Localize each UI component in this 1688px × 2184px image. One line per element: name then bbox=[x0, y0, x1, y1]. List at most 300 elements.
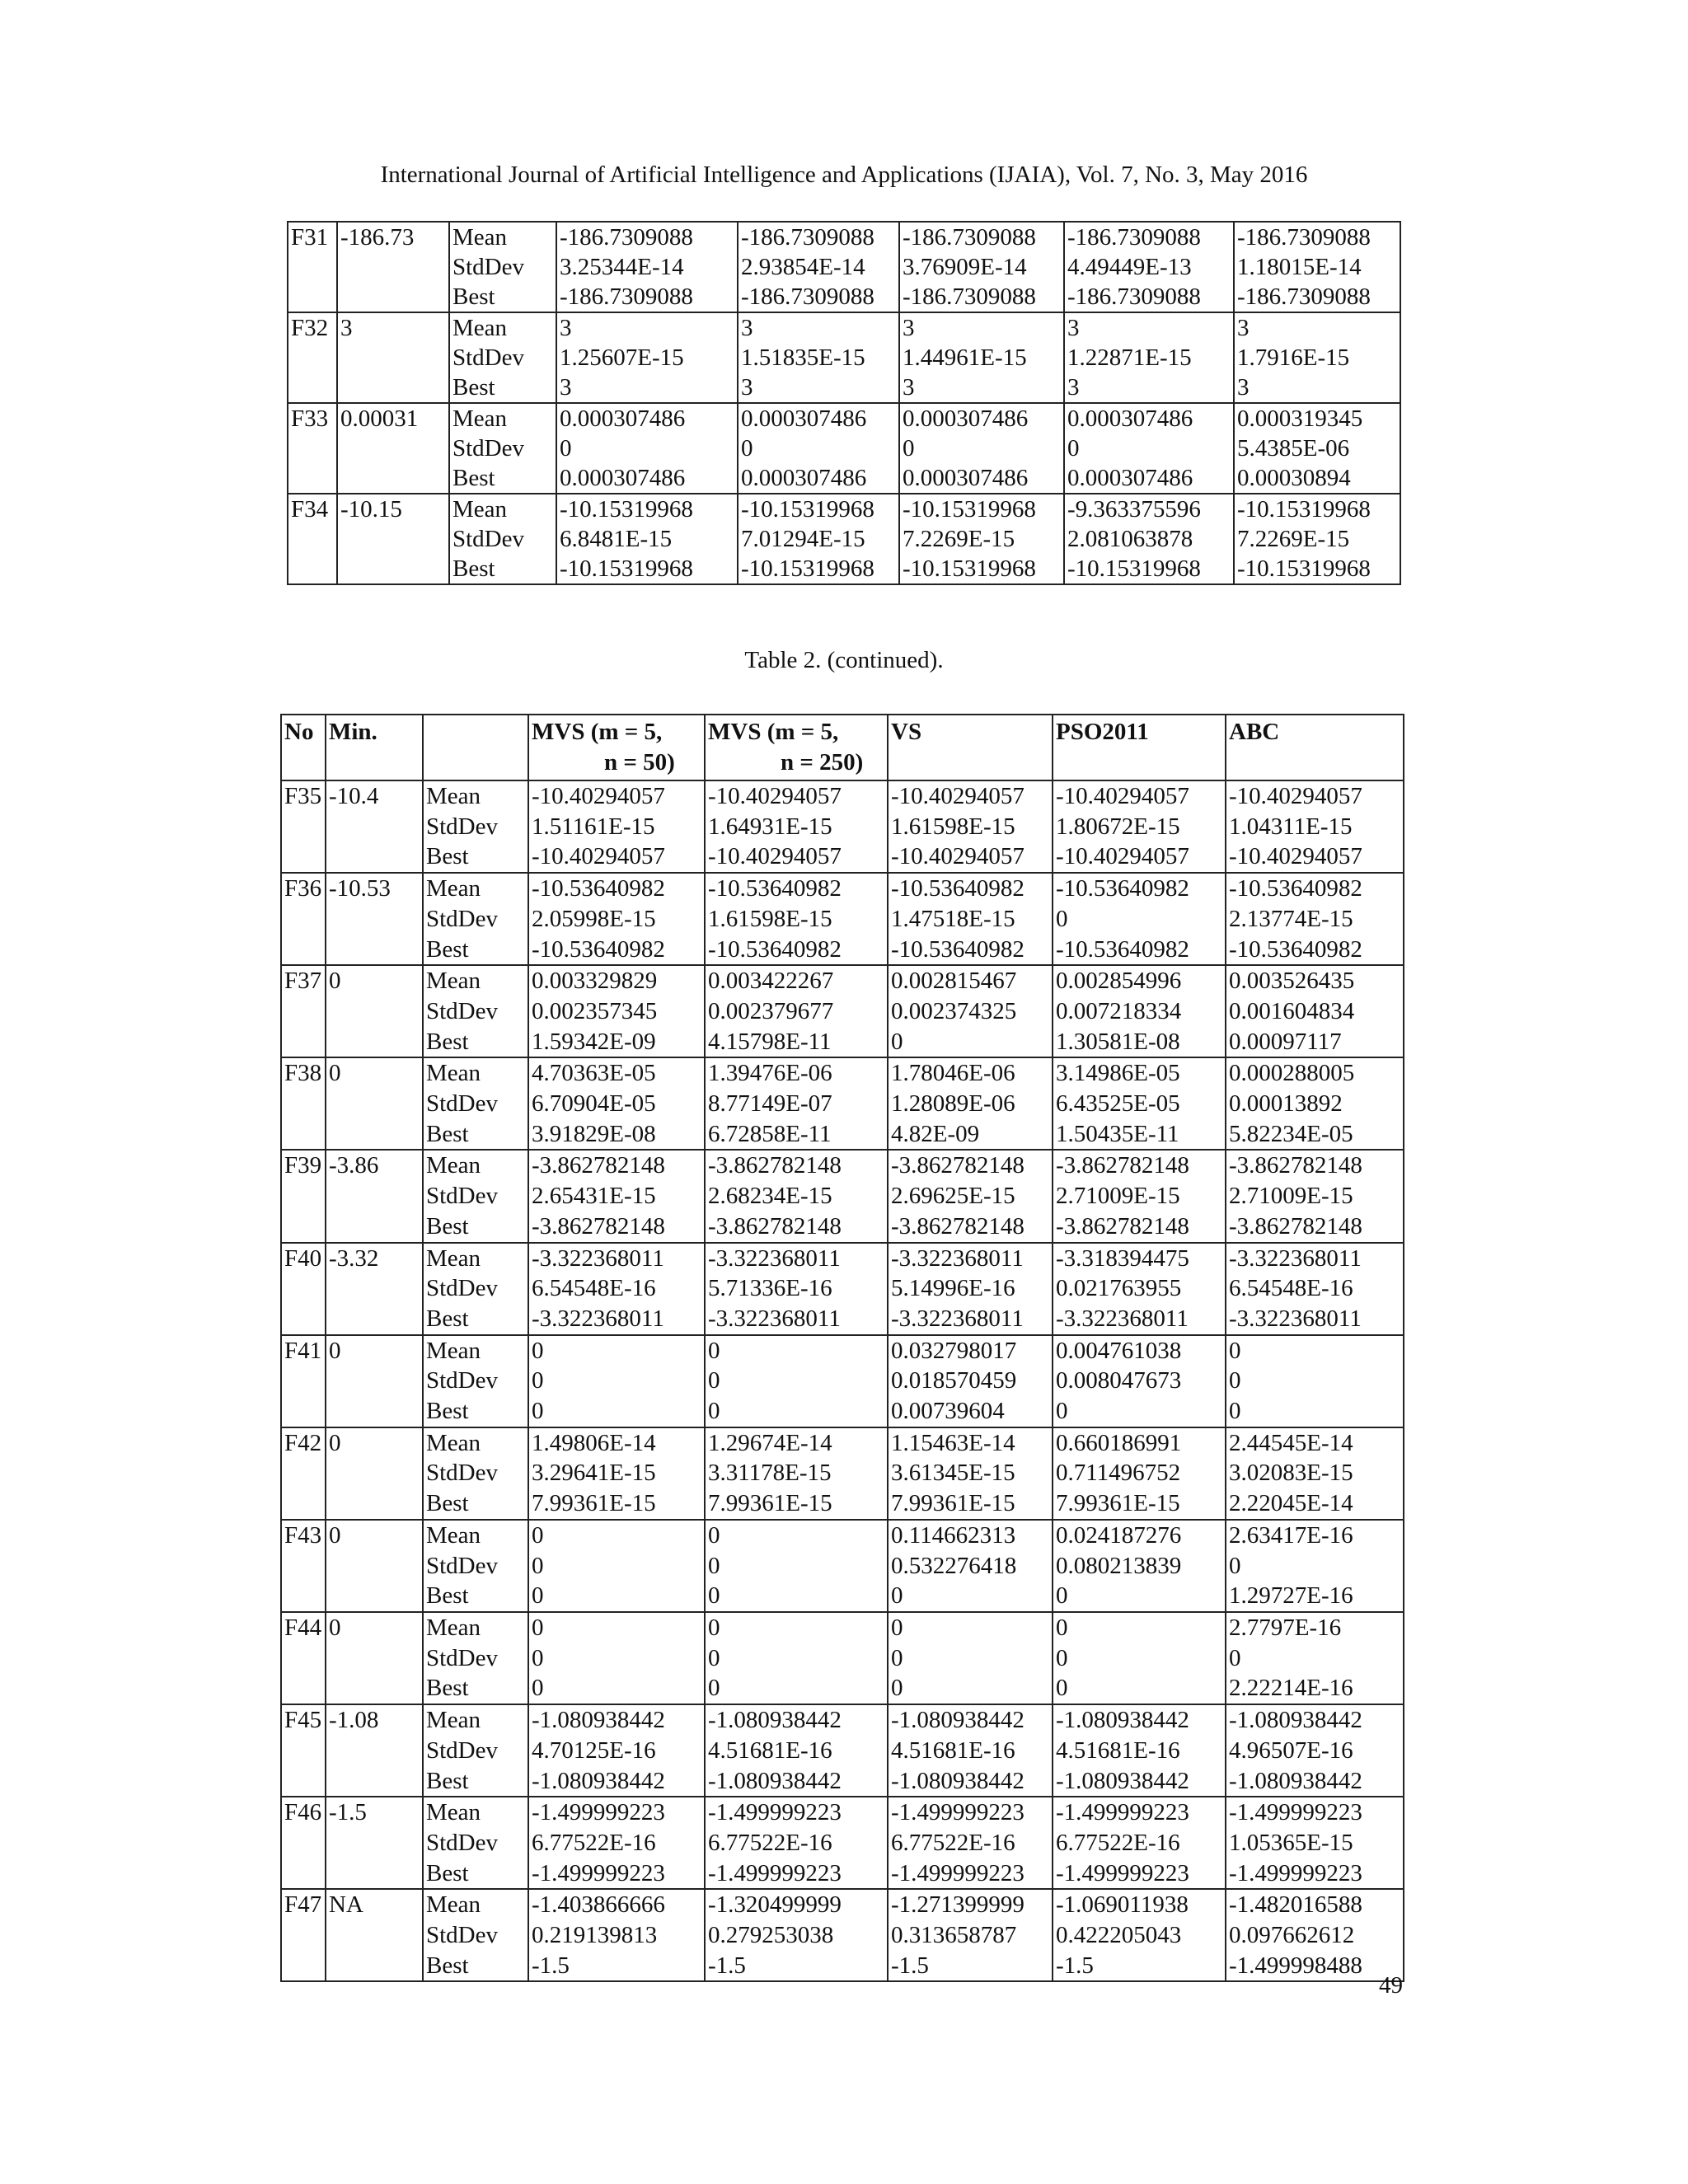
value-cell: -1.080938442 bbox=[1053, 1766, 1226, 1797]
value-cell: 0 bbox=[528, 1335, 705, 1366]
value-cell: -186.7309088 bbox=[899, 222, 1064, 252]
function-id-cell: F47 bbox=[281, 1889, 326, 1920]
value-cell: 4.51681E-16 bbox=[705, 1736, 888, 1766]
stat-label-cell: Mean bbox=[449, 312, 556, 343]
minimum-cell: -10.4 bbox=[326, 780, 423, 812]
minimum-cell bbox=[326, 1581, 423, 1612]
value-cell: 0.032798017 bbox=[888, 1335, 1053, 1366]
value-cell: 1.15463E-14 bbox=[888, 1427, 1053, 1459]
value-cell: 1.51161E-15 bbox=[528, 812, 705, 842]
value-cell: 0.000307486 bbox=[1064, 463, 1234, 494]
value-cell: 5.14996E-16 bbox=[888, 1273, 1053, 1304]
value-cell: -1.271399999 bbox=[888, 1889, 1053, 1920]
value-cell: -3.862782148 bbox=[1226, 1150, 1404, 1181]
minimum-cell bbox=[326, 1212, 423, 1243]
minimum-cell bbox=[326, 1673, 423, 1704]
value-cell: 1.47518E-15 bbox=[888, 904, 1053, 935]
stat-label-cell: Best bbox=[423, 1673, 528, 1704]
value-cell: 1.28089E-06 bbox=[888, 1089, 1053, 1119]
table-row bbox=[288, 343, 1400, 373]
stat-label-cell: Mean bbox=[423, 1520, 528, 1551]
minimum-cell: -1.08 bbox=[326, 1704, 423, 1736]
value-cell: 0 bbox=[528, 1643, 705, 1674]
value-cell: 6.77522E-16 bbox=[1053, 1828, 1226, 1858]
stat-label-cell: Best bbox=[423, 841, 528, 873]
table-row bbox=[281, 812, 1404, 842]
minimum-cell bbox=[326, 996, 423, 1027]
stat-label-cell: StdDev bbox=[423, 904, 528, 935]
stat-label-cell: Best bbox=[449, 282, 556, 312]
value-cell: 0 bbox=[705, 1673, 888, 1704]
value-cell: 0 bbox=[705, 1612, 888, 1643]
function-id-cell bbox=[288, 554, 337, 584]
value-cell: 3 bbox=[899, 373, 1064, 403]
header-pso2011: PSO2011 bbox=[1053, 715, 1226, 780]
value-cell: -10.53640982 bbox=[705, 935, 888, 966]
value-cell: -3.318394475 bbox=[1053, 1243, 1226, 1274]
stat-label-cell: Mean bbox=[449, 403, 556, 434]
value-cell: 2.71009E-15 bbox=[1053, 1181, 1226, 1212]
value-cell: 2.68234E-15 bbox=[705, 1181, 888, 1212]
value-cell: 4.70363E-05 bbox=[528, 1057, 705, 1089]
stat-label-cell: Best bbox=[423, 1304, 528, 1335]
value-cell: 0 bbox=[899, 434, 1064, 463]
minimum-cell: 0 bbox=[326, 1057, 423, 1089]
value-cell: -1.499999223 bbox=[528, 1858, 705, 1890]
stat-label-cell: StdDev bbox=[423, 996, 528, 1027]
value-cell: -3.322368011 bbox=[1053, 1304, 1226, 1335]
value-cell: 1.29727E-16 bbox=[1226, 1581, 1404, 1612]
function-id-cell bbox=[281, 1736, 326, 1766]
function-id-cell bbox=[281, 1366, 326, 1396]
value-cell: -1.5 bbox=[1053, 1951, 1226, 1982]
value-cell: 0.002379677 bbox=[705, 996, 888, 1027]
value-cell: 0.532276418 bbox=[888, 1551, 1053, 1582]
value-cell: 3 bbox=[738, 373, 899, 403]
value-cell: -10.15319968 bbox=[556, 494, 738, 524]
stat-label-cell: Mean bbox=[423, 1150, 528, 1181]
stat-label-cell: Mean bbox=[423, 1243, 528, 1274]
value-cell: 0 bbox=[528, 1612, 705, 1643]
function-id-cell bbox=[281, 1273, 326, 1304]
value-cell: 0 bbox=[528, 1581, 705, 1612]
value-cell: 3 bbox=[1064, 312, 1234, 343]
minimum-cell bbox=[326, 812, 423, 842]
value-cell: -10.15319968 bbox=[899, 554, 1064, 584]
table-row bbox=[288, 434, 1400, 463]
value-cell: 0.00739604 bbox=[888, 1396, 1053, 1427]
value-cell: -1.482016588 bbox=[1226, 1889, 1404, 1920]
function-id-cell: F33 bbox=[288, 403, 337, 434]
table-row bbox=[281, 1766, 1404, 1797]
value-cell: 7.2269E-15 bbox=[899, 524, 1064, 554]
value-cell: 1.04311E-15 bbox=[1226, 812, 1404, 842]
table-row bbox=[281, 1736, 1404, 1766]
table-row bbox=[281, 1673, 1404, 1704]
function-id-cell: F43 bbox=[281, 1520, 326, 1551]
value-cell: 0.00030894 bbox=[1234, 463, 1400, 494]
minimum-cell bbox=[337, 554, 449, 584]
table-row bbox=[288, 494, 1400, 524]
value-cell: -186.7309088 bbox=[1234, 222, 1400, 252]
value-cell: 3.31178E-15 bbox=[705, 1458, 888, 1488]
stat-label-cell: Best bbox=[423, 1488, 528, 1520]
header-min: Min. bbox=[326, 715, 423, 780]
table-row bbox=[281, 1119, 1404, 1151]
value-cell: 0.002854996 bbox=[1053, 965, 1226, 996]
value-cell: 3.14986E-05 bbox=[1053, 1057, 1226, 1089]
minimum-cell: 0 bbox=[326, 1520, 423, 1551]
table-row bbox=[281, 1704, 1404, 1736]
stat-label-cell: StdDev bbox=[449, 252, 556, 282]
value-cell: 7.99361E-15 bbox=[528, 1488, 705, 1520]
function-id-cell: F45 bbox=[281, 1704, 326, 1736]
value-cell: 0.021763955 bbox=[1053, 1273, 1226, 1304]
stat-label-cell: StdDev bbox=[423, 1828, 528, 1858]
value-cell: 0.000288005 bbox=[1226, 1057, 1404, 1089]
value-cell: -1.080938442 bbox=[1226, 1766, 1404, 1797]
value-cell: 0 bbox=[1053, 904, 1226, 935]
value-cell: -10.40294057 bbox=[888, 841, 1053, 873]
minimum-cell bbox=[337, 524, 449, 554]
stat-label-cell: StdDev bbox=[423, 1920, 528, 1951]
value-cell: -10.53640982 bbox=[1053, 935, 1226, 966]
value-cell: 5.4385E-06 bbox=[1234, 434, 1400, 463]
value-cell: 0 bbox=[888, 1027, 1053, 1058]
value-cell: -10.15319968 bbox=[1234, 494, 1400, 524]
value-cell: 1.51835E-15 bbox=[738, 343, 899, 373]
stat-label-cell: Best bbox=[423, 935, 528, 966]
table-row bbox=[281, 1488, 1404, 1520]
value-cell: -1.080938442 bbox=[1226, 1704, 1404, 1736]
table-row bbox=[281, 935, 1404, 966]
function-id-cell bbox=[281, 1643, 326, 1674]
value-cell: 3.91829E-08 bbox=[528, 1119, 705, 1151]
function-id-cell bbox=[288, 434, 337, 463]
value-cell: -1.5 bbox=[705, 1951, 888, 1982]
function-id-cell bbox=[281, 1673, 326, 1704]
function-id-cell bbox=[281, 1920, 326, 1951]
value-cell: -3.322368011 bbox=[1226, 1304, 1404, 1335]
value-cell: -10.53640982 bbox=[888, 935, 1053, 966]
function-id-cell bbox=[281, 841, 326, 873]
value-cell: -1.499998488 bbox=[1226, 1951, 1404, 1982]
value-cell: -3.862782148 bbox=[1053, 1150, 1226, 1181]
table-row bbox=[281, 841, 1404, 873]
value-cell: 0 bbox=[1053, 1612, 1226, 1643]
table-row bbox=[281, 873, 1404, 904]
minimum-cell: 0.00031 bbox=[337, 403, 449, 434]
minimum-cell bbox=[326, 1458, 423, 1488]
header-mvs-n250: MVS (m = 5, n = 250) bbox=[705, 715, 888, 780]
value-cell: -10.40294057 bbox=[705, 841, 888, 873]
minimum-cell: 0 bbox=[326, 965, 423, 996]
value-cell: -1.499999223 bbox=[705, 1797, 888, 1828]
table-row bbox=[281, 1181, 1404, 1212]
function-id-cell: F44 bbox=[281, 1612, 326, 1643]
value-cell: 0 bbox=[1226, 1643, 1404, 1674]
function-id-cell bbox=[288, 343, 337, 373]
value-cell: -1.5 bbox=[528, 1951, 705, 1982]
header-abc: ABC bbox=[1226, 715, 1404, 780]
function-id-cell bbox=[288, 463, 337, 494]
value-cell: 1.78046E-06 bbox=[888, 1057, 1053, 1089]
value-cell: 0 bbox=[1226, 1335, 1404, 1366]
minimum-cell: 0 bbox=[326, 1612, 423, 1643]
minimum-cell bbox=[326, 1273, 423, 1304]
stat-label-cell: Mean bbox=[423, 1612, 528, 1643]
value-cell: 0.000307486 bbox=[899, 403, 1064, 434]
value-cell: 0 bbox=[528, 1366, 705, 1396]
value-cell: -186.7309088 bbox=[1064, 282, 1234, 312]
stat-label-cell: Mean bbox=[423, 965, 528, 996]
value-cell: 1.05365E-15 bbox=[1226, 1828, 1404, 1858]
value-cell: 7.99361E-15 bbox=[888, 1488, 1053, 1520]
table-row bbox=[281, 996, 1404, 1027]
value-cell: 2.13774E-15 bbox=[1226, 904, 1404, 935]
function-id-cell bbox=[281, 1488, 326, 1520]
function-id-cell bbox=[281, 1304, 326, 1335]
function-id-cell bbox=[281, 1766, 326, 1797]
function-id-cell bbox=[281, 1181, 326, 1212]
stat-label-cell: Best bbox=[423, 1858, 528, 1890]
stat-label-cell: Best bbox=[449, 373, 556, 403]
table-row bbox=[281, 1520, 1404, 1551]
table-row bbox=[281, 1427, 1404, 1459]
value-cell: -186.7309088 bbox=[738, 222, 899, 252]
minimum-cell: -3.32 bbox=[326, 1243, 423, 1274]
function-id-cell bbox=[281, 1212, 326, 1243]
function-id-cell: F38 bbox=[281, 1057, 326, 1089]
value-cell: 3 bbox=[738, 312, 899, 343]
value-cell: 0.660186991 bbox=[1053, 1427, 1226, 1459]
table-row bbox=[281, 965, 1404, 996]
page-number: 49 bbox=[1379, 1972, 1403, 1999]
value-cell: 3.25344E-14 bbox=[556, 252, 738, 282]
value-cell: 0.008047673 bbox=[1053, 1366, 1226, 1396]
function-id-cell: F32 bbox=[288, 312, 337, 343]
value-cell: 0.000307486 bbox=[556, 403, 738, 434]
value-cell: -3.862782148 bbox=[705, 1212, 888, 1243]
value-cell: 0.001604834 bbox=[1226, 996, 1404, 1027]
header-no: No bbox=[281, 715, 326, 780]
function-id-cell bbox=[281, 812, 326, 842]
stat-label-cell: Mean bbox=[423, 873, 528, 904]
value-cell: -186.7309088 bbox=[556, 282, 738, 312]
table-row bbox=[281, 1581, 1404, 1612]
value-cell: 1.64931E-15 bbox=[705, 812, 888, 842]
stat-label-cell: Best bbox=[423, 1766, 528, 1797]
value-cell: -186.7309088 bbox=[1234, 282, 1400, 312]
table-row bbox=[281, 1243, 1404, 1274]
value-cell: 0.003526435 bbox=[1226, 965, 1404, 996]
function-id-cell bbox=[281, 996, 326, 1027]
value-cell: 0.003422267 bbox=[705, 965, 888, 996]
value-cell: -1.080938442 bbox=[705, 1704, 888, 1736]
value-cell: 0 bbox=[1064, 434, 1234, 463]
table-row bbox=[281, 780, 1404, 812]
value-cell: 0 bbox=[705, 1520, 888, 1551]
value-cell: 2.65431E-15 bbox=[528, 1181, 705, 1212]
function-id-cell bbox=[281, 1828, 326, 1858]
stat-label-cell: Mean bbox=[423, 1335, 528, 1366]
value-cell: 3.29641E-15 bbox=[528, 1458, 705, 1488]
minimum-cell: 0 bbox=[326, 1427, 423, 1459]
minimum-cell: -10.15 bbox=[337, 494, 449, 524]
stat-label-cell: Mean bbox=[423, 780, 528, 812]
table-row bbox=[281, 1335, 1404, 1366]
table-row bbox=[288, 524, 1400, 554]
value-cell: 3.76909E-14 bbox=[899, 252, 1064, 282]
value-cell: -1.320499999 bbox=[705, 1889, 888, 1920]
value-cell: -10.40294057 bbox=[1053, 780, 1226, 812]
value-cell: 5.82234E-05 bbox=[1226, 1119, 1404, 1151]
value-cell: 1.61598E-15 bbox=[705, 904, 888, 935]
value-cell: 0.002357345 bbox=[528, 996, 705, 1027]
value-cell: 0 bbox=[528, 1551, 705, 1582]
function-id-cell bbox=[288, 252, 337, 282]
function-id-cell: F39 bbox=[281, 1150, 326, 1181]
stat-label-cell: StdDev bbox=[423, 1458, 528, 1488]
value-cell: 0.002815467 bbox=[888, 965, 1053, 996]
minimum-cell bbox=[337, 252, 449, 282]
value-cell: 6.77522E-16 bbox=[705, 1828, 888, 1858]
value-cell: 0.003329829 bbox=[528, 965, 705, 996]
value-cell: 0 bbox=[705, 1581, 888, 1612]
minimum-cell bbox=[326, 1858, 423, 1890]
stat-label-cell: StdDev bbox=[423, 1181, 528, 1212]
table-row bbox=[288, 373, 1400, 403]
value-cell: 0 bbox=[528, 1396, 705, 1427]
value-cell: -10.15319968 bbox=[1234, 554, 1400, 584]
value-cell: -1.499999223 bbox=[1053, 1797, 1226, 1828]
function-id-cell bbox=[281, 1551, 326, 1582]
function-id-cell bbox=[281, 1458, 326, 1488]
value-cell: 0.024187276 bbox=[1053, 1520, 1226, 1551]
minimum-cell bbox=[326, 904, 423, 935]
value-cell: -10.15319968 bbox=[1064, 554, 1234, 584]
minimum-cell bbox=[337, 434, 449, 463]
value-cell: -3.862782148 bbox=[1053, 1212, 1226, 1243]
value-cell: 2.22045E-14 bbox=[1226, 1488, 1404, 1520]
stat-label-cell: Best bbox=[423, 1396, 528, 1427]
table-row bbox=[281, 904, 1404, 935]
stat-label-cell: StdDev bbox=[449, 343, 556, 373]
value-cell: -10.15319968 bbox=[738, 554, 899, 584]
value-cell: -3.862782148 bbox=[1226, 1212, 1404, 1243]
value-cell: 0.000307486 bbox=[899, 463, 1064, 494]
minimum-cell: 3 bbox=[337, 312, 449, 343]
function-id-cell bbox=[281, 1027, 326, 1058]
value-cell: 2.44545E-14 bbox=[1226, 1427, 1404, 1459]
stat-label-cell: Best bbox=[423, 1212, 528, 1243]
function-id-cell bbox=[288, 373, 337, 403]
value-cell: 0.004761038 bbox=[1053, 1335, 1226, 1366]
table-caption: Table 2. (continued). bbox=[744, 647, 944, 673]
function-id-cell bbox=[281, 1951, 326, 1982]
value-cell: -10.40294057 bbox=[1226, 780, 1404, 812]
value-cell: 1.18015E-14 bbox=[1234, 252, 1400, 282]
value-cell: 0.00013892 bbox=[1226, 1089, 1404, 1119]
value-cell: -1.080938442 bbox=[528, 1704, 705, 1736]
value-cell: -186.7309088 bbox=[738, 282, 899, 312]
table-row bbox=[288, 403, 1400, 434]
value-cell: 0 bbox=[1226, 1396, 1404, 1427]
value-cell: 1.39476E-06 bbox=[705, 1057, 888, 1089]
table-row bbox=[288, 222, 1400, 252]
stat-label-cell: Best bbox=[449, 554, 556, 584]
stat-label-cell: Mean bbox=[423, 1057, 528, 1089]
value-cell: -10.40294057 bbox=[705, 780, 888, 812]
table-row bbox=[281, 1458, 1404, 1488]
table-row bbox=[281, 1858, 1404, 1890]
stat-label-cell: StdDev bbox=[423, 1089, 528, 1119]
minimum-cell: 0 bbox=[326, 1335, 423, 1366]
value-cell: 2.71009E-15 bbox=[1226, 1181, 1404, 1212]
value-cell: -3.322368011 bbox=[528, 1243, 705, 1274]
value-cell: -1.499999223 bbox=[705, 1858, 888, 1890]
minimum-cell bbox=[337, 343, 449, 373]
minimum-cell bbox=[326, 1366, 423, 1396]
value-cell: 0 bbox=[705, 1335, 888, 1366]
minimum-cell: -186.73 bbox=[337, 222, 449, 252]
value-cell: -10.53640982 bbox=[705, 873, 888, 904]
function-id-cell bbox=[281, 1858, 326, 1890]
table-row bbox=[281, 1951, 1404, 1982]
value-cell: -1.069011938 bbox=[1053, 1889, 1226, 1920]
function-id-cell bbox=[281, 1119, 326, 1151]
stat-label-cell: Mean bbox=[423, 1797, 528, 1828]
function-id-cell: F40 bbox=[281, 1243, 326, 1274]
value-cell: 0 bbox=[556, 434, 738, 463]
table-row bbox=[281, 1643, 1404, 1674]
value-cell: 0.711496752 bbox=[1053, 1458, 1226, 1488]
value-cell: -10.53640982 bbox=[888, 873, 1053, 904]
stat-label-cell: Mean bbox=[449, 494, 556, 524]
value-cell: 3.61345E-15 bbox=[888, 1458, 1053, 1488]
value-cell: 3 bbox=[1234, 373, 1400, 403]
value-cell: 6.77522E-16 bbox=[528, 1828, 705, 1858]
stat-label-cell: StdDev bbox=[423, 1273, 528, 1304]
value-cell: 4.51681E-16 bbox=[888, 1736, 1053, 1766]
value-cell: 0 bbox=[888, 1581, 1053, 1612]
value-cell: 0.422205043 bbox=[1053, 1920, 1226, 1951]
table-row bbox=[281, 1828, 1404, 1858]
value-cell: -186.7309088 bbox=[899, 282, 1064, 312]
value-cell: 6.54548E-16 bbox=[1226, 1273, 1404, 1304]
table-row bbox=[281, 1551, 1404, 1582]
stat-label-cell: Mean bbox=[423, 1889, 528, 1920]
function-id-cell bbox=[288, 524, 337, 554]
value-cell: 1.59342E-09 bbox=[528, 1027, 705, 1058]
value-cell: 0.279253038 bbox=[705, 1920, 888, 1951]
value-cell: 0 bbox=[1053, 1581, 1226, 1612]
value-cell: -10.53640982 bbox=[1053, 873, 1226, 904]
value-cell: 0.000319345 bbox=[1234, 403, 1400, 434]
value-cell: 1.22871E-15 bbox=[1064, 343, 1234, 373]
minimum-cell bbox=[326, 1951, 423, 1982]
value-cell: 0 bbox=[1053, 1673, 1226, 1704]
stat-label-cell: Best bbox=[423, 1119, 528, 1151]
value-cell: -186.7309088 bbox=[1064, 222, 1234, 252]
header-stat bbox=[423, 715, 528, 780]
value-cell: 3 bbox=[556, 373, 738, 403]
value-cell: 2.22214E-16 bbox=[1226, 1673, 1404, 1704]
value-cell: -3.862782148 bbox=[888, 1212, 1053, 1243]
value-cell: 6.54548E-16 bbox=[528, 1273, 705, 1304]
value-cell: 3 bbox=[899, 312, 1064, 343]
stat-label-cell: Mean bbox=[423, 1704, 528, 1736]
